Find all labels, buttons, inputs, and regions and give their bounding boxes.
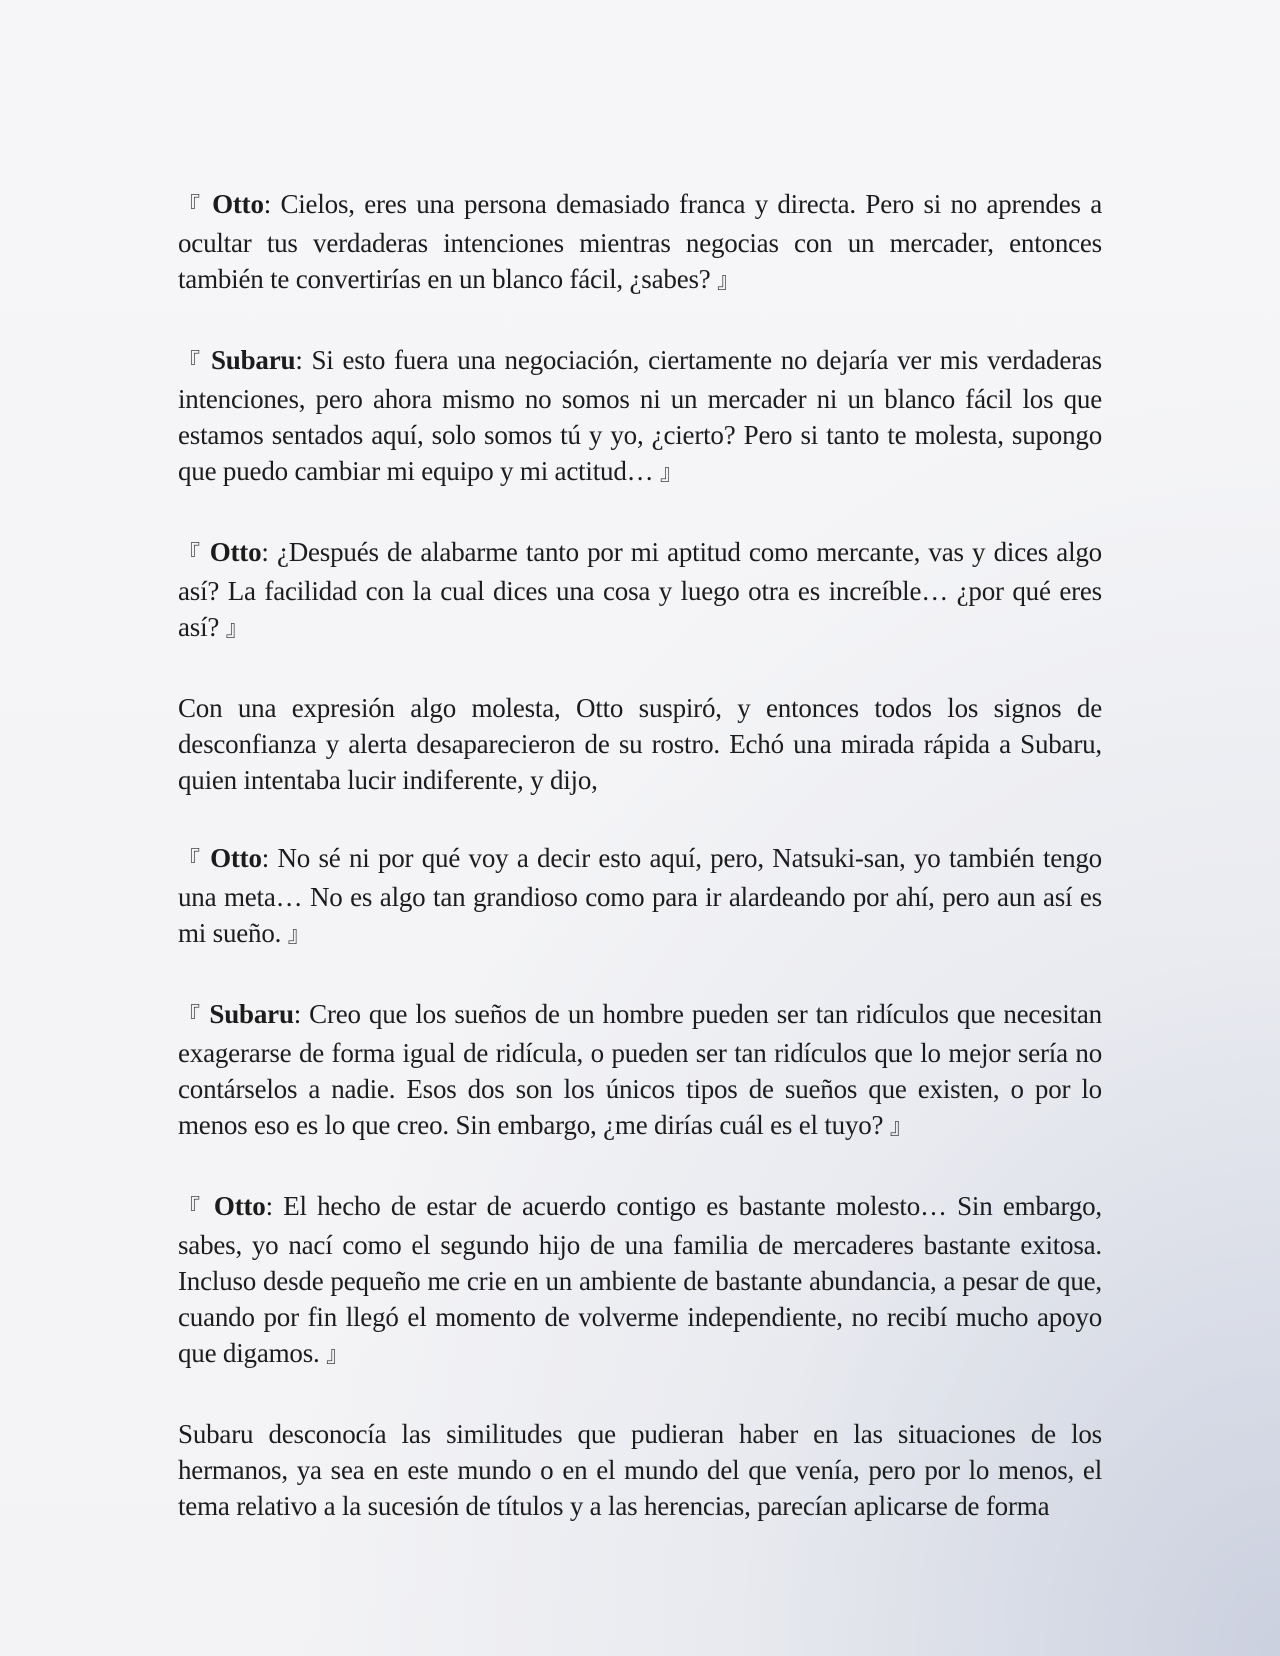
dialog-text: : ¿Después de alabarme tanto por mi aptitud como mercante, vas y dices algo así? La facilidad con la cual dices una cosa y luego otra es increíble… ¿por qué eres así?	[178, 537, 1102, 642]
dialog-text: : No sé ni por qué voy a decir esto aquí, pero, Natsuki-san, yo también tengo una meta… No es algo tan grandioso como para ir alardeando por ahí, pero aun así es mi sueño.	[178, 843, 1102, 948]
paragraph-gap	[178, 798, 1102, 840]
open-bracket: 『	[178, 1004, 202, 1029]
speaker-name: Otto	[212, 189, 264, 219]
dialog-text: : Cielos, eres una persona demasiado franca y directa. Pero si no aprendes a ocultar tus verdaderas intenciones mientras negocias con un mercader, entonces también te convertirías en un blanco fácil, ¿sabes?	[178, 189, 1102, 294]
close-bracket: 』	[225, 617, 248, 642]
open-bracket: 『	[178, 542, 202, 567]
speaker-name: Subaru	[210, 345, 296, 375]
paragraph-gap	[178, 648, 1102, 690]
close-bracket: 』	[659, 461, 682, 486]
dialog-paragraph	[178, 1188, 1102, 1374]
paragraph-gap	[178, 1146, 1102, 1188]
speaker-name: Subaru	[209, 999, 294, 1029]
dialog-paragraph	[178, 342, 1102, 492]
narration-paragraph: Subaru desconocía las similitudes que pudieran haber en las situaciones de los hermanos, ya sea en este mundo o en el mundo del que venía, pero por lo menos, el tema relativo a la sucesión de títulos y a las herencias, parecían aplicarse de forma	[178, 1419, 1102, 1521]
paragraph-gap	[178, 1374, 1102, 1416]
paragraph-gap	[178, 492, 1102, 534]
open-bracket: 『	[178, 1196, 204, 1221]
close-bracket: 』	[287, 923, 310, 948]
dialog-paragraph	[178, 996, 1102, 1146]
open-bracket: 『	[178, 194, 203, 219]
open-bracket: 『	[178, 350, 203, 375]
dialog-text: : Si esto fuera una negociación, ciertamente no dejaría ver mis verdaderas intenciones, pero ahora mismo no somos ni un mercader ni un blanco fácil los que estamos sentados aquí, solo somos tú y yo, ¿cierto? Pero si tanto te molesta, supongo que puedo cambiar mi equipo y mi actitud…	[178, 345, 1102, 486]
speaker-name: Otto	[209, 537, 262, 567]
dialog-text: : El hecho de estar de acuerdo contigo es bastante molesto… Sin embargo, sabes, yo nací como el segundo hijo de una familia de mercaderes bastante exitosa. Incluso desde pequeño me crie en un ambiente de bastante abundancia, a pesar de que, cuando por fin llegó el momento de volverme independiente, no recibí mucho apoyo que digamos.	[178, 1191, 1102, 1368]
open-bracket: 『	[178, 848, 202, 873]
speaker-name: Otto	[213, 1191, 266, 1221]
close-bracket: 』	[889, 1115, 912, 1140]
dialog-paragraph	[178, 534, 1102, 648]
text-body	[178, 186, 1102, 1524]
narration-paragraph: Con una expresión algo molesta, Otto suspiró, y entonces todos los signos de desconfianza y alerta desaparecieron de su rostro. Echó una mirada rápida a Subaru, quien intentaba lucir indiferente, y dijo,	[178, 693, 1102, 795]
close-bracket: 』	[326, 1343, 348, 1368]
dialog-paragraph	[178, 186, 1102, 300]
dialog-paragraph	[178, 840, 1102, 954]
paragraph-gap	[178, 954, 1102, 996]
speaker-name: Otto	[210, 843, 262, 873]
paragraph-gap	[178, 300, 1102, 342]
dialog-text: : Creo que los sueños de un hombre pueden ser tan ridículos que necesitan exagerarse de forma igual de ridícula, o pueden ser tan ridículos que lo mejor sería no contárselos a nadie. Esos dos son los únicos tipos de sueños que existen, o por lo menos eso es lo que creo. Sin embargo, ¿me dirías cuál es el tuyo?	[178, 999, 1102, 1140]
close-bracket: 』	[717, 269, 739, 294]
